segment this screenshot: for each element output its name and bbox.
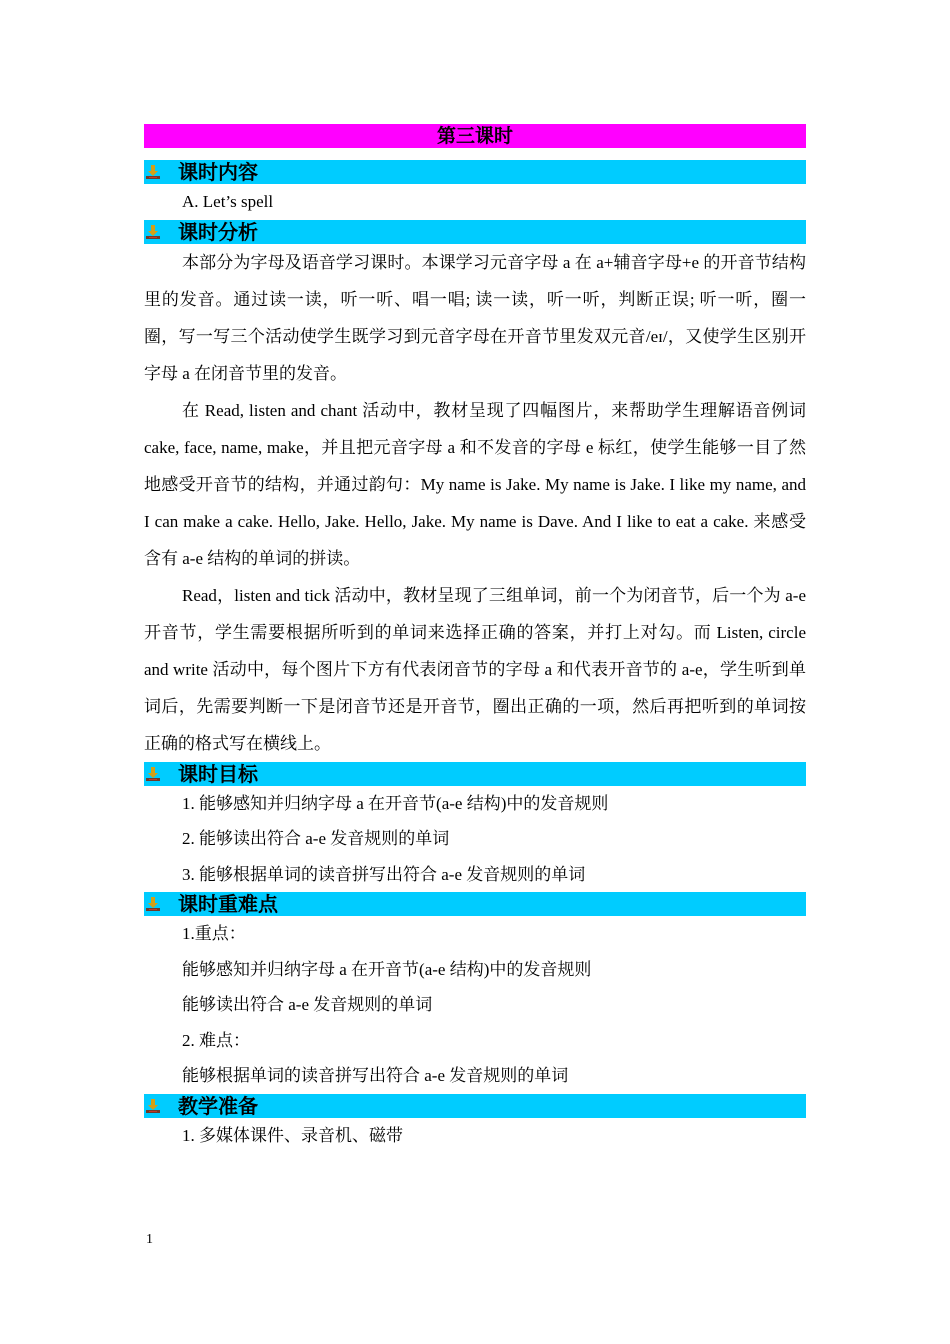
key-point-line: 能够感知并归纳字母 a 在开音节(a-e 结构)中的发音规则 xyxy=(182,959,592,979)
lesson-title: 第三课时 xyxy=(144,124,806,148)
analysis-paragraph-1: 本部分为字母及语音学习课时。本课学习元音字母 a 在 a+辅音字母+e 的开音节结构里的发音。通过读一读，听一听、唱一唱; 读一读，听一听，判断正误; 听一听，圈一圈，写一写三个活动使学生既学习到元音字母在开音节里发双元音/eɪ/，又使学生区别开字母 a 在闭音节里的发音。 xyxy=(144,252,806,383)
section-heading-key-points xyxy=(144,892,806,916)
download-arrow-icon xyxy=(146,1099,160,1113)
analysis-paragraph-3: Read，listen and tick 活动中，教材呈现了三组单词，前一个为闭音节，后一个为 a-e 开音节，学生需要根据所听到的单词来选择正确的答案，并打上对勾。而 Listen, circle and write 活动中，每个图片下方有代表闭音节的字母 a 和代表开音节的 a-e，学生听到单词后，先需要判断一下是闭音节还是开音节，圈出正确的一项，然后再把听到的单词按正确的格式写在横线上。 xyxy=(144,585,806,753)
section-heading-text: 教学准备 xyxy=(178,1093,258,1118)
goal-item: 1. 能够感知并归纳字母 a 在开音节(a-e 结构)中的发音规则 xyxy=(182,793,609,813)
text-line: A. Let’s spell xyxy=(182,192,274,211)
key-point-line: 1.重点： xyxy=(182,924,246,943)
download-arrow-icon xyxy=(146,165,160,179)
section-heading-text: 课时重难点 xyxy=(178,892,278,916)
section-heading-text: 课时目标 xyxy=(178,761,258,786)
section-heading-goals xyxy=(144,762,806,786)
analysis-paragraph-2: 在 Read, listen and chant 活动中，教材呈现了四幅图片，来帮助学生理解语音例词 cake, face, name, make，并且把元音字母 a 和不发音的字母 e 标红，使学生能够一目了然地感受开音节的结构，并通过韵句：My name is Jake. My name is Jake. I like my name, and I can make a cake. Hello, Jake. Hello, Jake. My name is Dave. And I like to eat a cake. 来感受含有 a-e 结构的单词的拼读。 xyxy=(144,400,806,568)
key-point-line: 能够根据单词的读音拼写出符合 a-e 发音规则的单词 xyxy=(182,1066,569,1085)
download-arrow-icon xyxy=(146,225,160,239)
page-number: 1 xyxy=(146,1232,153,1247)
key-point-line: 2. 难点： xyxy=(182,1030,250,1050)
download-arrow-icon xyxy=(146,767,160,781)
section-heading-content xyxy=(144,160,806,184)
key-point-line: 能够读出符合 a-e 发音规则的单词 xyxy=(182,995,433,1014)
document-page xyxy=(144,124,806,1153)
goal-item: 3. 能够根据单词的读音拼写出符合 a-e 发音规则的单词 xyxy=(182,864,586,884)
download-arrow-icon xyxy=(146,897,160,911)
section-heading-text: 课时分析 xyxy=(178,219,258,244)
preparation-item: 1. 多媒体课件、录音机、磁带 xyxy=(182,1125,403,1145)
goal-item: 2. 能够读出符合 a-e 发音规则的单词 xyxy=(182,829,450,848)
section-heading-preparation xyxy=(144,1094,806,1118)
section-heading-text: 课时内容 xyxy=(178,160,258,184)
section-heading-analysis xyxy=(144,220,806,244)
